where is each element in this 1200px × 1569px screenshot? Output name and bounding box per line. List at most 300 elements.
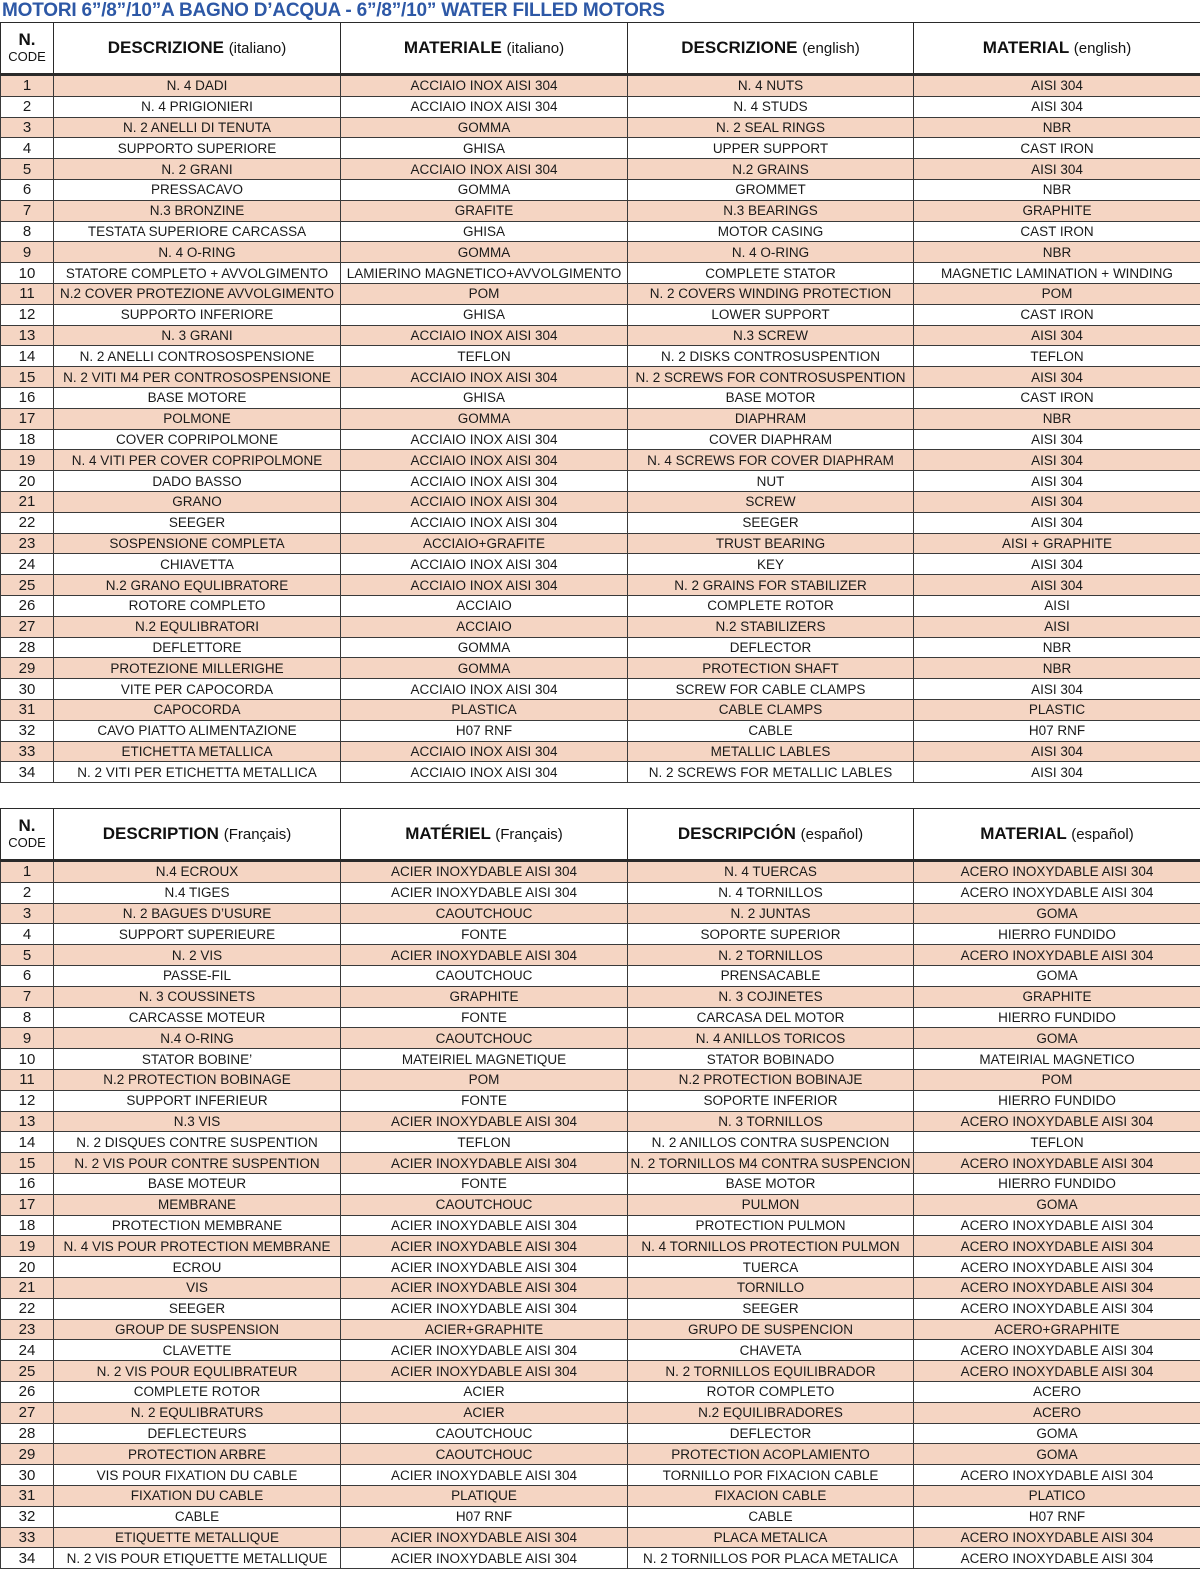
cell-description: ROTOR COMPLETO bbox=[628, 1382, 914, 1403]
table-header-row bbox=[1, 809, 1200, 861]
cell-description: N. 4 DADI bbox=[54, 75, 341, 97]
cell-code: 1 bbox=[1, 75, 54, 97]
cell-description: DEFLECTOR bbox=[628, 1423, 914, 1444]
table-row bbox=[1, 221, 1200, 242]
cell-material: ACIER INOXYDABLE AISI 304 bbox=[341, 1278, 628, 1299]
cell-description: N.3 BRONZINE bbox=[54, 200, 341, 221]
cell-material: ACIER INOXYDABLE AISI 304 bbox=[341, 1361, 628, 1382]
cell-material: GRAFITE bbox=[341, 200, 628, 221]
cell-material: ACIER+GRAPHITE bbox=[341, 1319, 628, 1340]
cell-code: 29 bbox=[1, 1444, 54, 1465]
header-description-spanish bbox=[628, 809, 914, 861]
cell-description: MOTOR CASING bbox=[628, 221, 914, 242]
cell-material: AISI 304 bbox=[914, 491, 1200, 512]
cell-material: ACERO INOXYDABLE AISI 304 bbox=[914, 1465, 1200, 1486]
cell-material: ACIER INOXYDABLE AISI 304 bbox=[341, 1111, 628, 1132]
cell-material: CAOUTCHOUC bbox=[341, 903, 628, 924]
table-row bbox=[1, 861, 1200, 883]
table-row bbox=[1, 966, 1200, 987]
cell-code: 5 bbox=[1, 159, 54, 180]
header-main: DESCRIZIONE bbox=[681, 38, 797, 57]
table-row bbox=[1, 1215, 1200, 1236]
cell-material: NBR bbox=[914, 242, 1200, 263]
cell-description: N. 4 O-RING bbox=[54, 242, 341, 263]
cell-description: COMPLETE ROTOR bbox=[54, 1382, 341, 1403]
cell-material: GOMMA bbox=[341, 658, 628, 679]
cell-description: STATORE COMPLETO + AVVOLGIMENTO bbox=[54, 263, 341, 284]
cell-code: 9 bbox=[1, 242, 54, 263]
cell-description: PRESSACAVO bbox=[54, 179, 341, 200]
table-row bbox=[1, 512, 1200, 533]
cell-material: PLASTICA bbox=[341, 699, 628, 720]
cell-description: PULMON bbox=[628, 1194, 914, 1215]
cell-material: ACCIAIO INOX AISI 304 bbox=[341, 75, 628, 97]
header-lang: (english) bbox=[1074, 40, 1132, 57]
cell-code: 30 bbox=[1, 1465, 54, 1486]
cell-material: MAGNETIC LAMINATION + WINDING bbox=[914, 263, 1200, 284]
cell-material: POM bbox=[341, 1070, 628, 1091]
header-code-label: CODE bbox=[1, 834, 53, 851]
cell-description: PROTECTION MEMBRANE bbox=[54, 1215, 341, 1236]
header-main: DESCRIPCIÓN bbox=[678, 824, 796, 843]
cell-material: GHISA bbox=[341, 387, 628, 408]
table-row bbox=[1, 1506, 1200, 1527]
cell-material: ACERO bbox=[914, 1402, 1200, 1423]
cell-material: ACCIAIO bbox=[341, 595, 628, 616]
header-description-french bbox=[54, 809, 341, 861]
cell-description: N. 4 VITI PER COVER COPRIPOLMONE bbox=[54, 450, 341, 471]
cell-description: PLACA METALICA bbox=[628, 1527, 914, 1548]
cell-code: 29 bbox=[1, 658, 54, 679]
cell-code: 20 bbox=[1, 471, 54, 492]
table-row bbox=[1, 304, 1200, 325]
cell-code: 13 bbox=[1, 325, 54, 346]
table-row bbox=[1, 75, 1200, 97]
cell-material: GHISA bbox=[341, 138, 628, 159]
cell-description: N. 2 TORNILLOS EQUILIBRADOR bbox=[628, 1361, 914, 1382]
cell-code: 2 bbox=[1, 96, 54, 117]
cell-code: 16 bbox=[1, 387, 54, 408]
table-row bbox=[1, 450, 1200, 471]
cell-code: 19 bbox=[1, 450, 54, 471]
cell-description: N. 3 COJINETES bbox=[628, 986, 914, 1007]
cell-material: ACERO INOXYDABLE AISI 304 bbox=[914, 1527, 1200, 1548]
cell-description: N.3 BEARINGS bbox=[628, 200, 914, 221]
cell-code: 18 bbox=[1, 1215, 54, 1236]
header-code-n: N. bbox=[1, 31, 53, 48]
cell-code: 10 bbox=[1, 263, 54, 284]
cell-description: N. 4 ANILLOS TORICOS bbox=[628, 1028, 914, 1049]
cell-description: N. 2 BAGUES D’USURE bbox=[54, 903, 341, 924]
cell-description: ETICHETTA METALLICA bbox=[54, 741, 341, 762]
cell-material: ACCIAIO bbox=[341, 616, 628, 637]
cell-material: FONTE bbox=[341, 1174, 628, 1195]
cell-description: GROMMET bbox=[628, 179, 914, 200]
cell-description: N. 2 TORNILLOS M4 CONTRA SUSPENCION bbox=[628, 1153, 914, 1174]
table-row bbox=[1, 762, 1200, 783]
cell-material: ACERO INOXYDABLE AISI 304 bbox=[914, 1361, 1200, 1382]
cell-material: ACERO INOXYDABLE AISI 304 bbox=[914, 1298, 1200, 1319]
cell-material: ACCIAIO INOX AISI 304 bbox=[341, 96, 628, 117]
header-lang: (italiano) bbox=[507, 40, 565, 57]
cell-description: N.2 STABILIZERS bbox=[628, 616, 914, 637]
cell-description: N. 3 COUSSINETS bbox=[54, 986, 341, 1007]
cell-description: N. 4 PRIGIONIERI bbox=[54, 96, 341, 117]
cell-code: 32 bbox=[1, 720, 54, 741]
cell-description: PROTECTION PULMON bbox=[628, 1215, 914, 1236]
cell-material: ACERO INOXYDABLE AISI 304 bbox=[914, 1111, 1200, 1132]
table-row bbox=[1, 408, 1200, 429]
table-row bbox=[1, 903, 1200, 924]
cell-description: N. 2 VITI M4 PER CONTROSOSPENSIONE bbox=[54, 367, 341, 388]
header-code bbox=[1, 23, 54, 75]
table-row bbox=[1, 1319, 1200, 1340]
cell-material: ACERO INOXYDABLE AISI 304 bbox=[914, 1548, 1200, 1569]
table-row bbox=[1, 1527, 1200, 1548]
cell-description: N. 2 VIS POUR ETIQUETTE METALLIQUE bbox=[54, 1548, 341, 1569]
table-row bbox=[1, 367, 1200, 388]
cell-code: 25 bbox=[1, 575, 54, 596]
cell-code: 8 bbox=[1, 1007, 54, 1028]
table-row bbox=[1, 1194, 1200, 1215]
cell-material: GOMMA bbox=[341, 117, 628, 138]
table-spacer bbox=[0, 783, 1200, 808]
cell-description: POLMONE bbox=[54, 408, 341, 429]
cell-description: VIS bbox=[54, 1278, 341, 1299]
cell-material: ACERO INOXYDABLE AISI 304 bbox=[914, 1278, 1200, 1299]
cell-material: ACIER INOXYDABLE AISI 304 bbox=[341, 1548, 628, 1569]
cell-material: HIERRO FUNDIDO bbox=[914, 924, 1200, 945]
cell-description: ECROU bbox=[54, 1257, 341, 1278]
cell-material: CAOUTCHOUC bbox=[341, 1423, 628, 1444]
cell-material: GOMMA bbox=[341, 637, 628, 658]
parts-table-italian-english bbox=[0, 22, 1200, 783]
cell-material: POM bbox=[914, 283, 1200, 304]
table-row bbox=[1, 595, 1200, 616]
cell-description: N. 2 SCREWS FOR CONTROSUSPENTION bbox=[628, 367, 914, 388]
cell-material: MATEIRIEL MAGNETIQUE bbox=[341, 1049, 628, 1070]
table-row bbox=[1, 1423, 1200, 1444]
table-body bbox=[1, 75, 1200, 783]
cell-description: DEFLECTOR bbox=[628, 637, 914, 658]
cell-code: 20 bbox=[1, 1257, 54, 1278]
cell-description: LOWER SUPPORT bbox=[628, 304, 914, 325]
cell-material: ACIER INOXYDABLE AISI 304 bbox=[341, 945, 628, 966]
table-row bbox=[1, 138, 1200, 159]
cell-code: 22 bbox=[1, 1298, 54, 1319]
cell-code: 6 bbox=[1, 179, 54, 200]
cell-material: CAST IRON bbox=[914, 304, 1200, 325]
cell-material: ACERO INOXYDABLE AISI 304 bbox=[914, 1257, 1200, 1278]
cell-material: AISI bbox=[914, 616, 1200, 637]
cell-description: N. 2 DISKS CONTROSUSPENTION bbox=[628, 346, 914, 367]
cell-code: 2 bbox=[1, 882, 54, 903]
cell-material: CAST IRON bbox=[914, 221, 1200, 242]
header-code bbox=[1, 809, 54, 861]
cell-description: STATOR BOBINADO bbox=[628, 1049, 914, 1070]
cell-description: N. 2 VITI PER ETICHETTA METALLICA bbox=[54, 762, 341, 783]
cell-material: GHISA bbox=[341, 221, 628, 242]
cell-material: AISI 304 bbox=[914, 367, 1200, 388]
cell-material: ACCIAIO INOX AISI 304 bbox=[341, 762, 628, 783]
cell-description: N. 4 TUERCAS bbox=[628, 861, 914, 883]
table-row bbox=[1, 471, 1200, 492]
cell-material: GOMA bbox=[914, 903, 1200, 924]
cell-code: 21 bbox=[1, 491, 54, 512]
cell-description: PROTECTION SHAFT bbox=[628, 658, 914, 679]
cell-material: AISI 304 bbox=[914, 679, 1200, 700]
cell-material: ACERO+GRAPHITE bbox=[914, 1319, 1200, 1340]
cell-description: PROTECTION ACOPLAMIENTO bbox=[628, 1444, 914, 1465]
cell-code: 11 bbox=[1, 1070, 54, 1091]
cell-material: AISI bbox=[914, 595, 1200, 616]
cell-description: GRUPO DE SUSPENCION bbox=[628, 1319, 914, 1340]
cell-material: GHISA bbox=[341, 304, 628, 325]
cell-material: PLATICO bbox=[914, 1486, 1200, 1507]
cell-material: POM bbox=[341, 283, 628, 304]
cell-material: H07 RNF bbox=[914, 720, 1200, 741]
cell-description: CARCASA DEL MOTOR bbox=[628, 1007, 914, 1028]
header-description-english bbox=[628, 23, 914, 75]
table-header-row bbox=[1, 23, 1200, 75]
cell-material: ACERO INOXYDABLE AISI 304 bbox=[914, 861, 1200, 883]
cell-material: AISI 304 bbox=[914, 96, 1200, 117]
cell-material: ACIER INOXYDABLE AISI 304 bbox=[341, 1215, 628, 1236]
table-row bbox=[1, 741, 1200, 762]
cell-material: ACCIAIO INOX AISI 304 bbox=[341, 450, 628, 471]
cell-code: 22 bbox=[1, 512, 54, 533]
cell-material: ACIER INOXYDABLE AISI 304 bbox=[341, 882, 628, 903]
cell-description: SCREW FOR CABLE CLAMPS bbox=[628, 679, 914, 700]
cell-material: NBR bbox=[914, 117, 1200, 138]
cell-description: COMPLETE ROTOR bbox=[628, 595, 914, 616]
header-material-english bbox=[914, 23, 1200, 75]
cell-description: N. 2 VIS bbox=[54, 945, 341, 966]
cell-description: N. 2 DISQUES CONTRE SUSPENTION bbox=[54, 1132, 341, 1153]
cell-description: N. 2 ANELLI CONTROSOSPENSIONE bbox=[54, 346, 341, 367]
cell-description: N. 4 SCREWS FOR COVER DIAPHRAM bbox=[628, 450, 914, 471]
cell-code: 26 bbox=[1, 1382, 54, 1403]
table-row bbox=[1, 179, 1200, 200]
cell-material: ACIER bbox=[341, 1402, 628, 1423]
cell-description: SCREW bbox=[628, 491, 914, 512]
cell-description: N.2 PROTECTION BOBINAJE bbox=[628, 1070, 914, 1091]
header-lang: (Français) bbox=[495, 826, 563, 843]
table-row bbox=[1, 1132, 1200, 1153]
cell-material: NBR bbox=[914, 179, 1200, 200]
cell-description: N. 2 ANELLI DI TENUTA bbox=[54, 117, 341, 138]
cell-description: DEFLECTEURS bbox=[54, 1423, 341, 1444]
cell-code: 9 bbox=[1, 1028, 54, 1049]
cell-description: SEEGER bbox=[54, 1298, 341, 1319]
cell-material: GRAPHITE bbox=[914, 200, 1200, 221]
cell-material: GRAPHITE bbox=[914, 986, 1200, 1007]
cell-code: 12 bbox=[1, 304, 54, 325]
cell-material: CAST IRON bbox=[914, 387, 1200, 408]
cell-code: 33 bbox=[1, 1527, 54, 1548]
cell-material: AISI 304 bbox=[914, 575, 1200, 596]
table-row bbox=[1, 263, 1200, 284]
cell-description: SOSPENSIONE COMPLETA bbox=[54, 533, 341, 554]
table-row bbox=[1, 387, 1200, 408]
cell-material: FONTE bbox=[341, 924, 628, 945]
cell-material: ACIER INOXYDABLE AISI 304 bbox=[341, 1527, 628, 1548]
cell-description: DEFLETTORE bbox=[54, 637, 341, 658]
cell-code: 10 bbox=[1, 1049, 54, 1070]
cell-description: SUPPORT INFERIEUR bbox=[54, 1090, 341, 1111]
cell-code: 3 bbox=[1, 903, 54, 924]
cell-description: TORNILLO POR FIXACION CABLE bbox=[628, 1465, 914, 1486]
cell-code: 24 bbox=[1, 554, 54, 575]
cell-material: AISI 304 bbox=[914, 741, 1200, 762]
cell-material: H07 RNF bbox=[914, 1506, 1200, 1527]
cell-material: ACCIAIO INOX AISI 304 bbox=[341, 741, 628, 762]
cell-material: ACCIAIO INOX AISI 304 bbox=[341, 471, 628, 492]
table-row bbox=[1, 679, 1200, 700]
cell-material: ACIER INOXYDABLE AISI 304 bbox=[341, 1465, 628, 1486]
header-description-italian bbox=[54, 23, 341, 75]
cell-material: H07 RNF bbox=[341, 720, 628, 741]
header-main: DESCRIZIONE bbox=[108, 38, 224, 57]
header-main: MATERIAL bbox=[980, 824, 1066, 843]
cell-material: AISI 304 bbox=[914, 429, 1200, 450]
cell-material: FONTE bbox=[341, 1090, 628, 1111]
cell-material: CAOUTCHOUC bbox=[341, 1194, 628, 1215]
cell-description: SUPPORT SUPERIEURE bbox=[54, 924, 341, 945]
table-row bbox=[1, 1278, 1200, 1299]
table-row bbox=[1, 637, 1200, 658]
cell-material: AISI + GRAPHITE bbox=[914, 533, 1200, 554]
cell-material: ACCIAIO INOX AISI 304 bbox=[341, 367, 628, 388]
cell-material: FONTE bbox=[341, 1007, 628, 1028]
cell-description: CABLE bbox=[54, 1506, 341, 1527]
cell-material: AISI 304 bbox=[914, 554, 1200, 575]
cell-description: MEMBRANE bbox=[54, 1194, 341, 1215]
cell-material: GOMMA bbox=[341, 179, 628, 200]
cell-description: SOPORTE SUPERIOR bbox=[628, 924, 914, 945]
cell-description: FIXATION DU CABLE bbox=[54, 1486, 341, 1507]
page-title: MOTORI 6”/8”/10”A BAGNO D’ACQUA - 6”/8”/10” WATER FILLED MOTORS bbox=[0, 0, 1200, 22]
cell-description: N. 2 ANILLOS CONTRA SUSPENCION bbox=[628, 1132, 914, 1153]
cell-description: CAVO PIATTO ALIMENTAZIONE bbox=[54, 720, 341, 741]
cell-material: AISI 304 bbox=[914, 450, 1200, 471]
cell-description: SEEGER bbox=[628, 1298, 914, 1319]
table-row bbox=[1, 924, 1200, 945]
cell-description: N. 4 STUDS bbox=[628, 96, 914, 117]
cell-description: N.4 TIGES bbox=[54, 882, 341, 903]
cell-code: 15 bbox=[1, 1153, 54, 1174]
cell-code: 8 bbox=[1, 221, 54, 242]
header-lang: (español) bbox=[1071, 826, 1134, 843]
cell-material: TEFLON bbox=[341, 1132, 628, 1153]
cell-description: DIAPHRAM bbox=[628, 408, 914, 429]
cell-description: N. 4 TORNILLOS PROTECTION PULMON bbox=[628, 1236, 914, 1257]
cell-description: N. 2 TORNILLOS bbox=[628, 945, 914, 966]
cell-description: GROUP DE SUSPENSION bbox=[54, 1319, 341, 1340]
cell-code: 30 bbox=[1, 679, 54, 700]
header-code-label: CODE bbox=[1, 48, 53, 65]
cell-material: AISI 304 bbox=[914, 512, 1200, 533]
table-row bbox=[1, 882, 1200, 903]
cell-description: KEY bbox=[628, 554, 914, 575]
cell-material: POM bbox=[914, 1070, 1200, 1091]
cell-material: ACIER INOXYDABLE AISI 304 bbox=[341, 1257, 628, 1278]
table-row bbox=[1, 429, 1200, 450]
cell-description: PRENSACABLE bbox=[628, 966, 914, 987]
cell-code: 34 bbox=[1, 1548, 54, 1569]
cell-code: 33 bbox=[1, 741, 54, 762]
cell-description: CHAVETA bbox=[628, 1340, 914, 1361]
cell-code: 3 bbox=[1, 117, 54, 138]
table-row bbox=[1, 1382, 1200, 1403]
cell-description: BASE MOTOR bbox=[628, 387, 914, 408]
cell-description: CABLE bbox=[628, 1506, 914, 1527]
cell-material: AISI 304 bbox=[914, 325, 1200, 346]
table-row bbox=[1, 720, 1200, 741]
cell-material: PLATIQUE bbox=[341, 1486, 628, 1507]
cell-description: DADO BASSO bbox=[54, 471, 341, 492]
cell-description: ETIQUETTE METALLIQUE bbox=[54, 1527, 341, 1548]
cell-description: N. 3 TORNILLOS bbox=[628, 1111, 914, 1132]
cell-code: 16 bbox=[1, 1174, 54, 1195]
table-row bbox=[1, 96, 1200, 117]
cell-description: CABLE CLAMPS bbox=[628, 699, 914, 720]
cell-material: CAST IRON bbox=[914, 138, 1200, 159]
cell-material: GOMMA bbox=[341, 408, 628, 429]
header-main: MATÉRIEL bbox=[405, 824, 490, 843]
cell-description: COVER DIAPHRAM bbox=[628, 429, 914, 450]
cell-description: STATOR BOBINE’ bbox=[54, 1049, 341, 1070]
table-row bbox=[1, 491, 1200, 512]
header-code-n: N. bbox=[1, 817, 53, 834]
cell-description: FIXACION CABLE bbox=[628, 1486, 914, 1507]
cell-material: ACERO INOXYDABLE AISI 304 bbox=[914, 1153, 1200, 1174]
cell-description: SEEGER bbox=[628, 512, 914, 533]
cell-description: N.3 SCREW bbox=[628, 325, 914, 346]
cell-material: ACERO INOXYDABLE AISI 304 bbox=[914, 1236, 1200, 1257]
header-lang: (italiano) bbox=[229, 40, 287, 57]
cell-material: ACIER bbox=[341, 1382, 628, 1403]
cell-code: 11 bbox=[1, 283, 54, 304]
cell-material: TEFLON bbox=[341, 346, 628, 367]
cell-material: ACCIAIO INOX AISI 304 bbox=[341, 679, 628, 700]
cell-code: 14 bbox=[1, 346, 54, 367]
table-row bbox=[1, 242, 1200, 263]
cell-description: CLAVETTE bbox=[54, 1340, 341, 1361]
cell-material: ACCIAIO INOX AISI 304 bbox=[341, 325, 628, 346]
table-row bbox=[1, 986, 1200, 1007]
table-row bbox=[1, 117, 1200, 138]
cell-description: N.2 EQUILIBRADORES bbox=[628, 1402, 914, 1423]
cell-material: GOMA bbox=[914, 1423, 1200, 1444]
cell-material: LAMIERINO MAGNETICO+AVVOLGIMENTO bbox=[341, 263, 628, 284]
cell-description: BASE MOTOR bbox=[628, 1174, 914, 1195]
table-row bbox=[1, 159, 1200, 180]
header-main: DESCRIPTION bbox=[103, 824, 219, 843]
cell-code: 21 bbox=[1, 1278, 54, 1299]
cell-code: 27 bbox=[1, 616, 54, 637]
table-row bbox=[1, 1257, 1200, 1278]
cell-material: ACIER INOXYDABLE AISI 304 bbox=[341, 861, 628, 883]
cell-description: N.2 PROTECTION BOBINAGE bbox=[54, 1070, 341, 1091]
cell-description: TESTATA SUPERIORE CARCASSA bbox=[54, 221, 341, 242]
cell-description: N. 4 TORNILLOS bbox=[628, 882, 914, 903]
cell-description: N. 2 VIS POUR CONTRE SUSPENTION bbox=[54, 1153, 341, 1174]
table-row bbox=[1, 1486, 1200, 1507]
cell-code: 23 bbox=[1, 1319, 54, 1340]
cell-description: N. 3 GRANI bbox=[54, 325, 341, 346]
cell-description: BASE MOTORE bbox=[54, 387, 341, 408]
